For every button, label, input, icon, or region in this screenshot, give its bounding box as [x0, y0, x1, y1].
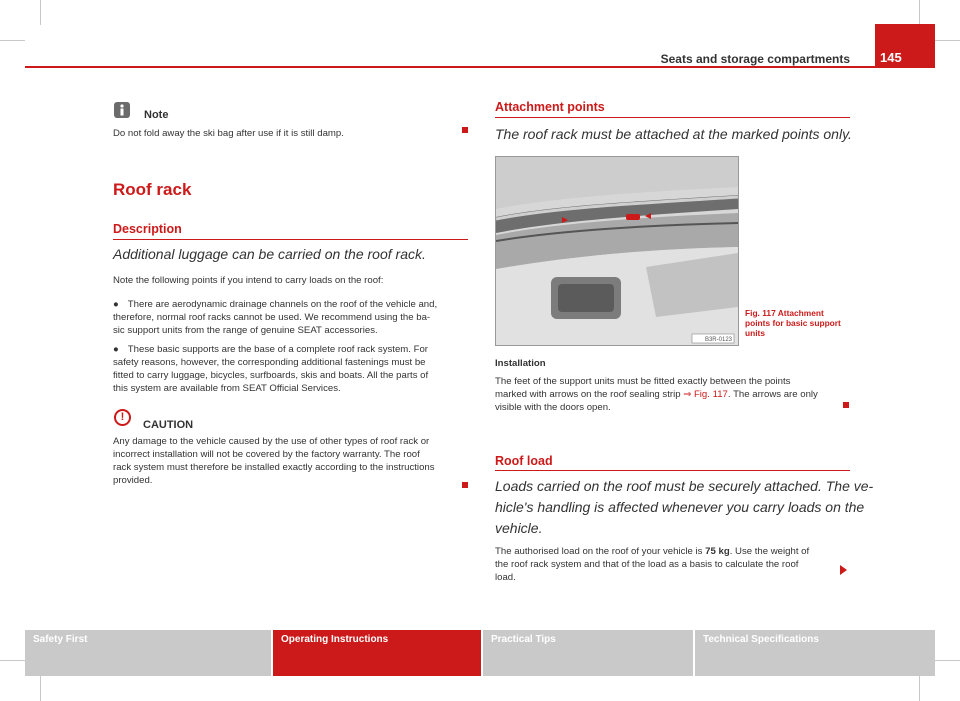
- end-of-section-mark: [843, 402, 849, 408]
- footer-tab-practical-tips[interactable]: [483, 630, 693, 676]
- roof-load-line-1: The authorised load on the roof of your vehicle is: [495, 546, 703, 557]
- section-title-attachment-points: Attachment points: [495, 100, 605, 114]
- bullet-2: [113, 343, 473, 395]
- caution-line-4: provided.: [113, 475, 153, 486]
- section-title-roof-rack: Roof rack: [113, 180, 192, 199]
- caution-label: CAUTION: [143, 419, 194, 431]
- bullet-1-line-3: sic support units from the range of genuine SEAT accessories.: [113, 325, 378, 336]
- subsection-description: Description: [113, 222, 182, 236]
- roof-load-line-2: the roof rack system and that of the load as a basis to calculate the roof: [495, 559, 799, 570]
- footer-tab-label: Technical Specifications: [703, 634, 819, 645]
- bullet-symbol: ●: [113, 344, 119, 355]
- footer-tab-operating-instructions[interactable]: [273, 630, 481, 676]
- attachment-lead: The roof rack must be attached at the marked points only.: [495, 126, 852, 142]
- caption-line-2: points for basic support: [745, 318, 841, 328]
- figure-caption: [745, 308, 860, 338]
- installation-line-1: The feet of the support units must be fitted exactly between the points: [495, 376, 791, 387]
- note-text: Do not fold away the ski bag after use if it is still damp.: [113, 128, 344, 139]
- crop-mark: [919, 0, 920, 25]
- note-icon: [114, 102, 130, 118]
- bullet-2-line-1: These basic supports are the base of a complete roof rack system. For: [127, 344, 429, 355]
- crop-mark: [0, 40, 25, 41]
- roof-load-line-1-end: . Use the weight of: [729, 546, 810, 557]
- description-rule: [113, 239, 468, 240]
- bullet-1: [113, 298, 473, 337]
- bullet-symbol: ●: [113, 299, 119, 310]
- description-lead: Additional luggage can be carried on the roof rack.: [113, 246, 426, 262]
- roof-load-lead-line-1: Loads carried on the roof must be securely attached. The ve-: [495, 478, 874, 494]
- roof-load-rule: [495, 470, 850, 471]
- caution-line-2: incorrect installation will not be covered by the factory warranty. The roof: [113, 449, 420, 460]
- footer-tab-safety-first[interactable]: [25, 630, 271, 676]
- bullet-1-line-2: therefore, normal roof racks cannot be used. We recommend using the ba-: [113, 312, 431, 323]
- note-label: Note: [144, 109, 169, 121]
- end-of-section-mark: [462, 127, 468, 133]
- caption-line-3: units: [745, 328, 766, 338]
- figure-roof-attachment-points: [495, 156, 739, 346]
- installation-heading: Installation: [495, 358, 546, 369]
- caution-line-1: Any damage to the vehicle caused by the use of other types of roof rack or: [113, 436, 430, 447]
- crop-mark: [935, 40, 960, 41]
- crop-mark: [40, 676, 41, 701]
- roof-load-lead: [495, 476, 873, 539]
- installation-line-2: marked with arrows on the roof sealing strip: [495, 389, 681, 400]
- figure-reference-link[interactable]: ⇒ Fig. 117: [683, 389, 728, 400]
- caution-icon: !: [114, 409, 131, 426]
- footer-tab-label: Operating Instructions: [281, 634, 389, 645]
- caution-line-3: rack system must therefore be installed exactly according to the instructions: [113, 462, 435, 473]
- crop-mark: [935, 660, 960, 661]
- installation-line-2-end: . The arrows are only: [727, 389, 818, 400]
- crop-mark: [40, 0, 41, 25]
- caution-text: [113, 435, 473, 487]
- continue-arrow-icon: [840, 565, 847, 575]
- roof-load-value: 75 kg: [705, 546, 730, 557]
- installation-line-3: visible with the doors open.: [495, 402, 611, 413]
- roof-load-lead-line-3: vehicle.: [495, 520, 543, 536]
- end-of-section-mark: [462, 482, 468, 488]
- bullet-2-line-2: safety reasons, however, the corresponding additional fastenings must be: [113, 357, 426, 368]
- bullet-2-line-4: this system are available from SEAT Official Services.: [113, 383, 341, 394]
- footer-tab-label: Practical Tips: [491, 634, 556, 645]
- crop-mark: [0, 660, 25, 661]
- footer-tab-technical-specifications[interactable]: [695, 630, 935, 676]
- attachment-rule: [495, 117, 850, 118]
- roof-load-lead-line-2: hicle's handling is affected whenever you carry loads on the: [495, 499, 865, 515]
- caption-line-1: Fig. 117 Attachment: [745, 308, 824, 318]
- page-number: 145: [880, 50, 902, 65]
- bullet-1-line-1: There are aerodynamic drainage channels on the roof of the vehicle and,: [127, 299, 438, 310]
- figure-code: B3R-0123: [704, 337, 732, 343]
- bullet-2-line-3: fitted to carry luggage, bicycles, surfboards, skis and boats. All the parts of: [113, 370, 429, 381]
- roof-load-text: [495, 545, 855, 584]
- header-rule: [25, 66, 875, 68]
- crop-mark: [919, 676, 920, 701]
- description-intro: Note the following points if you intend to carry loads on the roof:: [113, 275, 384, 286]
- roof-load-line-3: load.: [495, 572, 516, 583]
- running-header: Seats and storage compartments: [660, 52, 850, 66]
- section-title-roof-load: Roof load: [495, 454, 553, 468]
- installation-text: [495, 375, 855, 414]
- footer-tab-label: Safety First: [33, 634, 88, 645]
